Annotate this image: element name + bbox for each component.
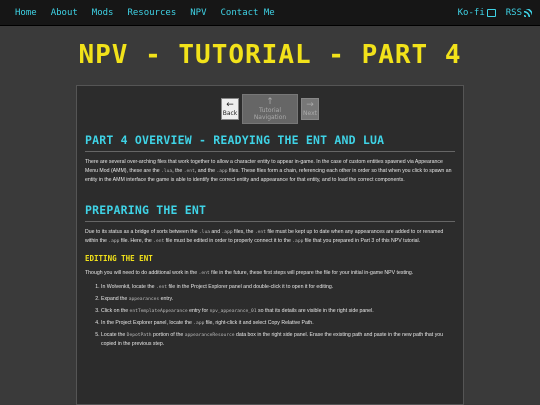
text: file must be kept up to date when any appearances are added to or renamed within the (85, 229, 444, 244)
nav-npv[interactable]: NPV (190, 7, 207, 18)
text: There are several over-arching files that work together to allow a character entity to appear in-game. In the case of custom entities spawned via Appearance Menu Mod (AMM), these are the (85, 159, 443, 174)
code: .lua (198, 230, 210, 235)
code: appearanceResource (184, 333, 235, 338)
text: , the (172, 168, 184, 174)
text: file in the future, these first steps will prepare the file for your initial in-game NPV testing. (209, 270, 414, 276)
code: appearances (128, 297, 160, 302)
text: and (209, 229, 222, 235)
code: entTemplateAppearance (129, 309, 188, 314)
text: Expand the (101, 296, 129, 302)
subheading-editing-ent: EDITING THE ENT (85, 254, 153, 263)
nav-contact-me[interactable]: Contact Me (220, 7, 275, 18)
tutorial-navigation (85, 94, 455, 124)
code: .app (108, 239, 120, 244)
editing-paragraph (85, 269, 455, 278)
back-label: Back (222, 110, 238, 117)
code: .app (193, 321, 205, 326)
list-item (101, 331, 455, 349)
arrow-right-icon: → (306, 100, 314, 110)
text: entry. (159, 296, 174, 302)
text: Though you will need to do additional work in the (85, 270, 199, 276)
kofi-link[interactable] (458, 8, 496, 18)
code: .lua (161, 169, 173, 174)
rss-icon (524, 9, 532, 17)
next-button[interactable] (301, 98, 319, 120)
text: , and the (194, 168, 217, 174)
rss-label: RSS (505, 7, 522, 18)
text: so that its details are visible in the right side panel. (256, 308, 374, 314)
list-item (101, 283, 455, 292)
list-item (101, 295, 455, 304)
overview-paragraph (85, 158, 455, 185)
rss-link[interactable] (506, 8, 532, 18)
cup-icon (487, 9, 496, 17)
arrow-left-icon: ← (226, 100, 234, 110)
code: .ent (153, 239, 165, 244)
page-title: NPV - TUTORIAL - PART 4 (78, 40, 462, 70)
article-content (76, 85, 464, 405)
text: Click on the (101, 308, 130, 314)
text: file that you prepared in Part 3 of this NPV tutorial. (303, 238, 421, 244)
text: files. These files form a chain, referencing each other in order so that when you click to spawn an entity in the AMM interface the game is able to identify the correct entity and appearance for that entity, and to load the correct components. (85, 168, 452, 183)
nav-mods[interactable]: Mods (91, 7, 114, 18)
text: files, the (232, 229, 255, 235)
back-button[interactable] (221, 98, 239, 120)
code: .ent (254, 230, 266, 235)
tutorial-navigation-label: Tutorial Navigation (253, 106, 287, 121)
list-item (101, 307, 455, 316)
code: .ent (198, 271, 210, 276)
steps-list (85, 283, 455, 349)
code: DepotPath (126, 333, 152, 338)
text: file. Here, the (119, 238, 154, 244)
code: .app (292, 239, 304, 244)
code: .ent (183, 169, 195, 174)
kofi-label: Ko-fi (457, 7, 485, 18)
top-navigation (0, 0, 540, 26)
text: file, right-click it and select Copy Relative Path. (204, 320, 314, 326)
list-item (101, 319, 455, 328)
nav-resources[interactable]: Resources (127, 7, 177, 18)
text: file in the Project Explorer panel and double-click it to open it for editing. (167, 284, 334, 290)
code: .ent (155, 285, 168, 290)
text: data box in the right side panel. Erase the existing path and paste in the new path that you copied in the previous step. (101, 332, 444, 347)
code: npv_appearance_01 (209, 309, 257, 314)
next-label: Next (303, 110, 317, 117)
text: portion of the (151, 332, 185, 338)
text: Locate the (101, 332, 127, 338)
code: .app (216, 169, 228, 174)
text: file must be edited in order to properly connect it to the (164, 238, 293, 244)
text: entry for (187, 308, 210, 314)
text: Due to its status as a bridge of sorts between the (85, 229, 199, 235)
nav-about[interactable]: About (50, 7, 78, 18)
arrow-up-icon: ↑ (266, 96, 274, 107)
text: In Wolvenkit, locate the (101, 284, 156, 290)
tutorial-navigation-button[interactable] (242, 94, 298, 124)
code: .app (221, 230, 233, 235)
text: In the Project Explorer panel, locate the (101, 320, 194, 326)
nav-home[interactable]: Home (15, 7, 37, 18)
section-heading-overview: PART 4 OVERVIEW - READYING THE ENT AND LUA (85, 133, 455, 152)
preparing-paragraph (85, 228, 455, 246)
section-heading-preparing: PREPARING THE ENT (85, 203, 455, 222)
nav-links (8, 8, 282, 18)
